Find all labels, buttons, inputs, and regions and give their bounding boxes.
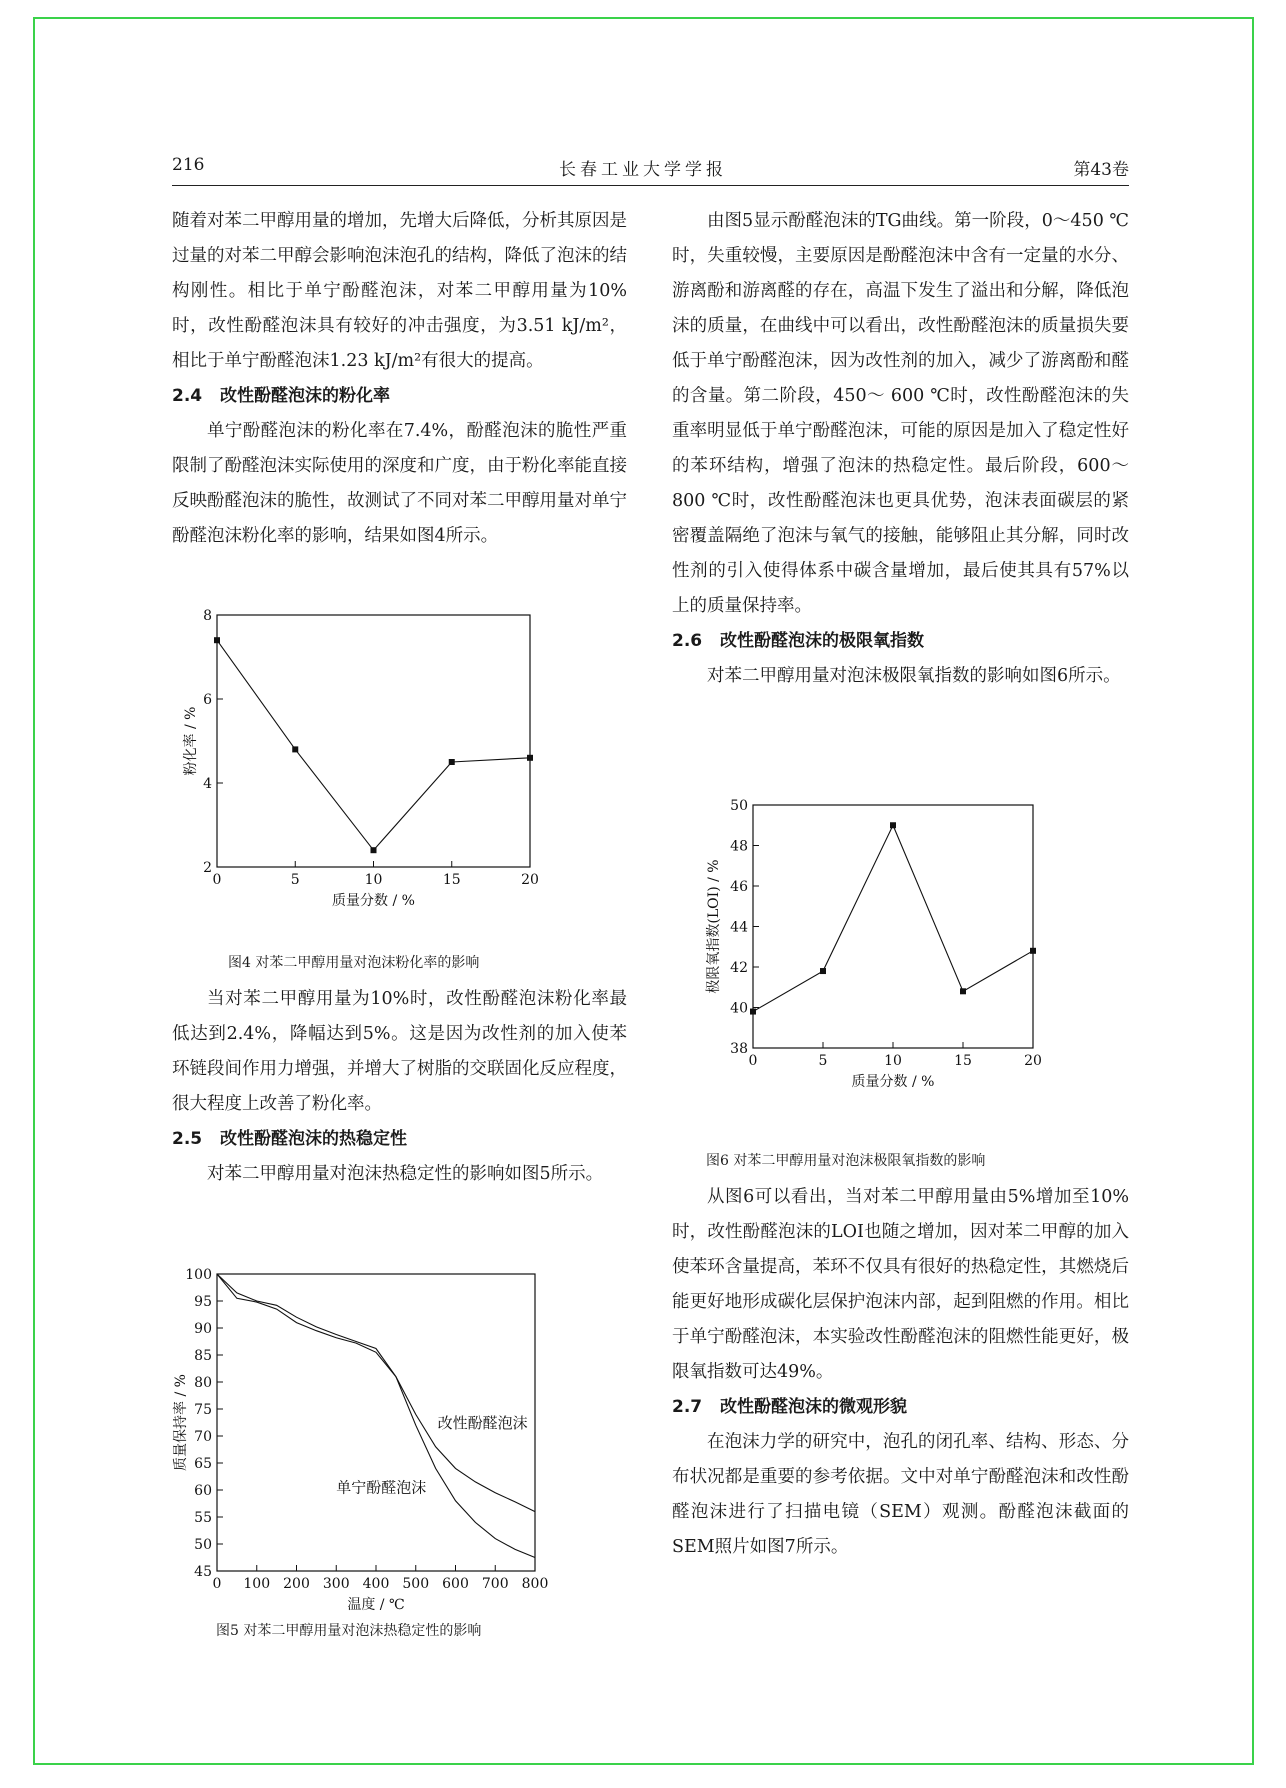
y-axis-label: 极限氧指数(LOI) / % (706, 859, 722, 994)
figure-4-caption: 图4 对苯二甲醇用量对泡沫粉化率的影响 (228, 955, 480, 971)
figure-5-caption: 图5 对苯二甲醇用量对泡沫热稳定性的影响 (216, 1623, 482, 1639)
section-number: 2.4 (172, 386, 203, 406)
y-tick-label: 45 (194, 1564, 212, 1580)
section-heading-2-4 (172, 379, 627, 414)
volume-label: 第43卷 (1073, 160, 1129, 180)
series-line (217, 1274, 535, 1512)
x-tick-label: 800 (521, 1576, 549, 1592)
section-heading-2-5 (172, 1122, 627, 1157)
data-point (214, 637, 220, 643)
paragraph: 单宁酚醛泡沫的粉化率在7.4%，酚醛泡沫的脆性严重限制了酚醛泡沫实际使用的深度和广度，由于粉化率能直接反映酚醛泡沫的脆性，故测试了不同对苯二甲醇用量对单宁酚醛泡沫粉化率的影响，结果如图4所示。 (172, 421, 627, 546)
left-column-top (172, 204, 627, 554)
x-tick-label: 5 (290, 872, 300, 888)
x-tick-label: 600 (442, 1576, 469, 1592)
data-point (750, 1009, 756, 1015)
x-tick-label: 0 (212, 1576, 222, 1592)
x-tick-label: 5 (818, 1053, 828, 1069)
series-line (753, 825, 1033, 1011)
x-tick-label: 200 (283, 1576, 310, 1592)
x-tick-label: 0 (748, 1053, 758, 1069)
data-point (292, 746, 298, 752)
figure-6-caption: 图6 对苯二甲醇用量对泡沫极限氧指数的影响 (706, 1153, 986, 1169)
y-tick-label: 75 (194, 1402, 212, 1418)
paragraph: 随着对苯二甲醇用量的增加，先增大后降低，分析其原因是过量的对苯二甲醇会影响泡沫泡孔的结构，降低了泡沫的结构刚性。相比于单宁酚醛泡沫，对苯二甲醇用量为10%时，改性酚醛泡沫具有较好的冲击强度，为3.51 kJ/m²，相比于单宁酚醛泡沫1.23 kJ/m²有很大的提高。 (172, 211, 627, 371)
x-tick-label: 10 (364, 872, 383, 888)
x-tick-label: 15 (954, 1053, 972, 1069)
paragraph: 对苯二甲醇用量对泡沫热稳定性的影响如图5所示。 (207, 1164, 604, 1184)
right-column-top (672, 204, 1129, 694)
paragraph: 在泡沫力学的研究中，泡孔的闭孔率、结构、形态、分布状况都是重要的参考依据。文中对单宁酚醛泡沫和改性酚醛泡沫进行了扫描电镜（SEM）观测。酚醛泡沫截面的SEM照片如图7所示。 (672, 1432, 1129, 1557)
y-tick-label: 40 (730, 1000, 748, 1017)
y-tick-label: 65 (194, 1456, 212, 1472)
y-axis-label: 质量保持率 / % (173, 1374, 189, 1471)
section-heading-2-6 (672, 624, 1129, 659)
series-label: 单宁酚醛泡沫 (336, 1478, 427, 1497)
y-tick-label: 60 (194, 1483, 212, 1499)
series-label: 改性酚醛泡沫 (437, 1413, 528, 1432)
y-tick-label: 90 (194, 1321, 212, 1337)
section-title: 改性酚醛泡沫的微观形貌 (720, 1397, 907, 1417)
x-tick-label: 100 (243, 1576, 271, 1592)
paragraph: 从图6可以看出，当对苯二甲醇用量由5%增加至10%时，改性酚醛泡沫的LOI也随之增加，因对苯二甲醇的加入使苯环含量提高，苯环不仅具有很好的热稳定性，其燃烧后能更好地形成碳化层保护泡沫内部，起到阻燃的作用。相比于单宁酚醛泡沫，本实验改性酚醛泡沫的阻燃性能更好，极限氧指数可达49%。 (672, 1187, 1129, 1382)
section-title: 改性酚醛泡沫的极限氧指数 (720, 631, 924, 651)
figure-6-chart (688, 792, 1118, 1137)
section-title: 改性酚醛泡沫的热稳定性 (220, 1129, 407, 1149)
y-tick-label: 8 (203, 608, 212, 624)
x-axis-label: 温度 / ℃ (347, 1597, 405, 1613)
x-tick-label: 10 (884, 1053, 902, 1069)
section-title: 改性酚醛泡沫的粉化率 (220, 386, 390, 406)
y-tick-label: 55 (194, 1510, 212, 1526)
x-tick-label: 500 (402, 1576, 430, 1592)
x-axis-label: 质量分数 / % (851, 1074, 935, 1090)
section-number: 2.5 (172, 1129, 203, 1149)
y-tick-label: 2 (203, 860, 212, 876)
plot-frame (753, 805, 1033, 1048)
data-point (960, 988, 966, 994)
y-tick-label: 4 (203, 776, 212, 792)
data-point (1030, 948, 1036, 954)
x-axis-label: 质量分数 / % (332, 893, 415, 909)
y-tick-label: 38 (730, 1041, 748, 1057)
paragraph: 当对苯二甲醇用量为10%时，改性酚醛泡沫粉化率最低达到2.4%，降幅达到5%。这是因为改性剂的加入使苯环链段间作用力增强，并增大了树脂的交联固化反应程度，很大程度上改善了粉化率。 (172, 989, 627, 1114)
x-tick-label: 15 (442, 872, 461, 888)
figure-5-chart (173, 1262, 630, 1617)
x-tick-label: 20 (1024, 1053, 1042, 1069)
section-number: 2.7 (672, 1397, 703, 1417)
y-tick-label: 85 (194, 1348, 212, 1364)
y-tick-label: 46 (730, 879, 748, 895)
x-tick-label: 0 (212, 872, 222, 888)
x-tick-label: 300 (322, 1576, 350, 1592)
y-tick-label: 70 (194, 1429, 212, 1445)
right-column-bottom (672, 1180, 1129, 1565)
data-point (449, 759, 455, 765)
figure-4-chart (183, 598, 630, 948)
section-number: 2.6 (672, 631, 703, 651)
y-tick-label: 100 (185, 1267, 212, 1283)
left-column-bottom (172, 982, 627, 1192)
y-tick-label: 80 (194, 1375, 212, 1391)
series-line (217, 640, 530, 850)
y-tick-label: 42 (730, 960, 748, 976)
data-point (890, 822, 896, 828)
x-tick-label: 20 (521, 872, 539, 888)
y-tick-label: 95 (194, 1294, 212, 1310)
data-point (371, 847, 377, 853)
y-tick-label: 50 (730, 798, 748, 814)
header-rule (172, 185, 1129, 186)
paragraph: 对苯二甲醇用量对泡沫极限氧指数的影响如图6所示。 (707, 666, 1121, 686)
y-tick-label: 50 (194, 1537, 212, 1553)
plot-frame (217, 615, 530, 867)
y-axis-label: 粉化率 / % (183, 706, 199, 776)
y-tick-label: 6 (203, 692, 212, 708)
section-heading-2-7 (672, 1390, 1129, 1425)
data-point (527, 755, 533, 761)
y-tick-label: 48 (730, 838, 748, 855)
paragraph: 由图5显示酚醛泡沫的TG曲线。第一阶段，0～450 ℃时，失重较慢，主要原因是酚醛泡沫中含有一定量的水分、游离酚和游离醛的存在，高温下发生了溢出和分解，降低泡沫的质量，在曲线中可以看出，改性酚醛泡沫的质量损失要低于单宁酚醛泡沫，因为改性剂的加入，减少了游离酚和醛的含量。第二阶段，450～ 600 ℃时，改性酚醛泡沫的失重率明显低于单宁酚醛泡沫，可能的原因是加入了稳定性好的苯环结构，增强了泡沫的热稳定性。最后阶段，600～ 800 ℃时，改性酚醛泡沫也更具优势，泡沫表面碳层的紧密覆盖隔绝了泡沫与氧气的接触，能够阻止其分解，同时改性剂的引入使得体系中碳含量增加，最后使其具有57%以上的质量保持率。 (672, 211, 1129, 616)
x-tick-label: 400 (362, 1576, 390, 1592)
journal-title: 长春工业大学学报 (559, 160, 727, 180)
x-tick-label: 700 (481, 1576, 509, 1592)
page-number: 216 (172, 155, 205, 175)
data-point (820, 968, 826, 974)
y-tick-label: 44 (730, 919, 748, 936)
